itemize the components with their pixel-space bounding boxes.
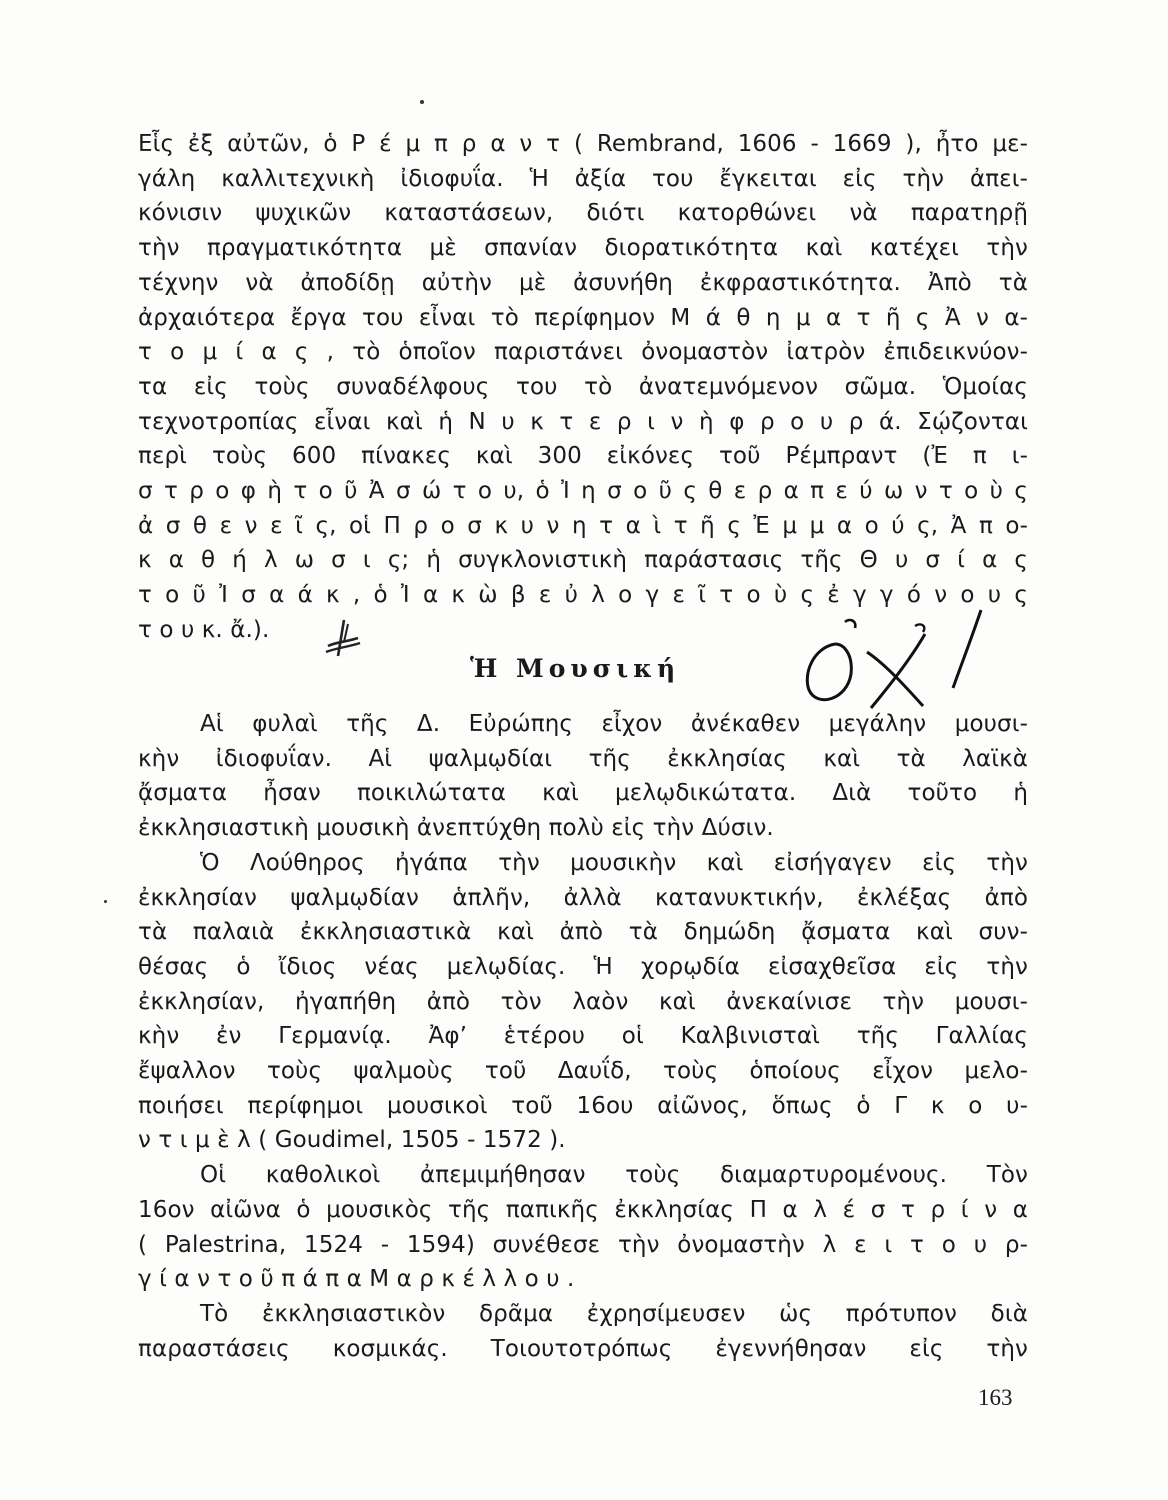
text-line: ἐκκλησιαστικὴ μουσικὴ ἀνεπτύχθη πολὺ εἰς τὴν Δύσιν.	[138, 815, 774, 842]
text-line: γ ί α ν τ ο ῦ π ά π α Μ α ρ κ έ λ λ ο υ .	[138, 1266, 575, 1293]
ink-speck	[104, 900, 107, 903]
text-line: τὰ παλαιὰ ἐκκλησιαστικὰ καὶ ἀπὸ τὰ δημώδη ᾄσματα καὶ συν-	[138, 919, 1028, 946]
text-line: τ ο ῦ Ἰ σ α ά κ , ὁ Ἰ α κ ὼ β ε ὐ λ ο γ ε ῖ τ ο ὺ ς ἐ γ γ ό ν ο υ ς	[138, 582, 1028, 609]
text-line: τ ο μ ί α ς , τὸ ὁποῖον παριστάνει ὀνομαστὸν ἰατρὸν ἐπιδεικνύον-	[138, 339, 1028, 366]
text-line: τ ο υ κ. ἄ.).	[138, 616, 270, 643]
page-number: 163	[978, 1385, 1013, 1410]
text-line: ἔψαλλον τοὺς ψαλμοὺς τοῦ Δαυΐδ, τοὺς ὁποίους εἶχον μελο-	[138, 1058, 1028, 1085]
text-line: 16ον αἰῶνα ὁ μουσικὸς τῆς παπικῆς ἐκκλησίας Π α λ έ σ τ ρ ί ν α	[138, 1196, 1028, 1223]
text-line: περὶ τοὺς 600 πίνακες καὶ 300 εἰκόνες τοῦ Ρέμπραντ (Ἐ π ι-	[138, 443, 1028, 470]
text-line: θέσας ὁ ἴδιος νέας μελῳδίας. Ἡ χορῳδία εἰσαχθεῖσα εἰς τὴν	[138, 953, 1028, 980]
text-line: ᾄσματα ἦσαν ποικιλώτατα καὶ μελῳδικώτατα. Διὰ τοῦτο ἡ	[138, 780, 1028, 807]
text-line: κόνισιν ψυχικῶν καταστάσεων, διότι κατορθώνει νὰ παρατηρῇ	[138, 200, 1028, 227]
text-line: τὴν πραγματικότητα μὲ σπανίαν διορατικότητα καὶ κατέχει τὴν	[138, 235, 1028, 262]
text-line: Αἱ φυλαὶ τῆς Δ. Εὐρώπης εἶχον ἀνέκαθεν μεγάλην μουσι-	[200, 711, 1028, 737]
paragraph-rembrandt	[138, 127, 1028, 648]
text-line: ἀρχαιότερα ἔργα του εἶναι τὸ περίφημον Μ ά θ η μ α τ ῆ ς Ἀ ν α-	[138, 304, 1028, 331]
text-line: Ὁ Λούθηρος ἠγάπα τὴν μουσικὴν καὶ εἰσήγαγεν εἰς τὴν	[200, 849, 1028, 876]
handwritten-annotation	[795, 604, 995, 714]
text-line: ποιήσει περίφημοι μουσικοὶ τοῦ 16ου αἰῶνος, ὅπως ὁ Γ κ ο υ-	[138, 1092, 1028, 1119]
text-line: ( Palestrina, 1524 - 1594) συνέθεσε τὴν ὀνομαστὴν λ ε ι τ ο υ ρ-	[138, 1231, 1028, 1258]
text-line: ἐκκλησίαν ψαλμῳδίαν ἁπλῆν, ἀλλὰ κατανυκτικήν, ἐκλέξας ἀπὸ	[138, 884, 1028, 911]
text-line: Εἷς ἐξ αὐτῶν, ὁ Ρ έ μ π ρ α ν τ ( Rembrand, 1606 - 1669 ), ἦτο με-	[138, 131, 1028, 157]
text-line: κὴν ἐν Γερμανίᾳ. Ἀφ’ ἑτέρου οἱ Καλβινισταὶ τῆς Γαλλίας	[138, 1023, 1028, 1050]
text-line: γάλη καλλιτεχνικὴ ἰδιοφυΐα. Ἡ ἀξία του ἔγκειται εἰς τὴν ἀπει-	[138, 165, 1028, 192]
text-line: παραστάσεις κοσμικάς. Τοιουτοτρόπως ἐγεννήθησαν εἰς τὴν	[138, 1335, 1028, 1362]
text-line: σ τ ρ ο φ ὴ τ ο ῦ Ἀ σ ώ τ ο υ, ὁ Ἰ η σ ο ῦ ς θ ε ρ α π ε ύ ω ν τ ο ὺ ς	[138, 478, 1028, 505]
text-line: ἐκκλησίαν, ἠγαπήθη ἀπὸ τὸν λαὸν καὶ ἀνεκαίνισε τὴν μουσι-	[138, 988, 1028, 1015]
text-line: ν τ ι μ ὲ λ ( Goudimel, 1505 - 1572 ).	[138, 1127, 566, 1154]
text-line: Τὸ ἐκκλησιαστικὸν δρᾶμα ἐχρησίμευσεν ὡς πρότυπον διὰ	[200, 1300, 1028, 1327]
text-line: κ α θ ή λ ω σ ι ς; ἡ συγκλονιστικὴ παράστασις τῆς Θ υ σ ί α ς	[138, 547, 1028, 574]
text-line: τέχνην νὰ ἀποδίδῃ αὐτὴν μὲ ἀσυνήθη ἐκφραστικότητα. Ἀπὸ τὰ	[138, 269, 1028, 296]
text-line: τεχνοτροπίας εἶναι καὶ ἡ Ν υ κ τ ε ρ ι ν ὴ φ ρ ο υ ρ ά. Σῴζονται	[138, 408, 1028, 435]
paragraph-music	[138, 707, 1028, 1366]
section-heading: Ἡ Μουσική	[470, 654, 681, 683]
ink-speck	[420, 100, 424, 104]
text-line: τα εἰς τοὺς συναδέλφους του τὸ ἀνατεμνόμενον σῶμα. Ὁμοίας	[138, 373, 1028, 400]
text-line: ἀ σ θ ε ν ε ῖ ς, οἱ Π ρ ο σ κ υ ν η τ α ὶ τ ῆ ς Ἐ μ μ α ο ύ ς, Ἀ π ο-	[138, 512, 1028, 539]
text-line: κὴν ἰδιοφυΐαν. Αἱ ψαλμῳδίαι τῆς ἐκκλησίας καὶ τὰ λαϊκὰ	[138, 745, 1028, 772]
text-line: Οἱ καθολικοὶ ἀπεμιμήθησαν τοὺς διαμαρτυρομένους. Τὸν	[200, 1162, 1028, 1189]
